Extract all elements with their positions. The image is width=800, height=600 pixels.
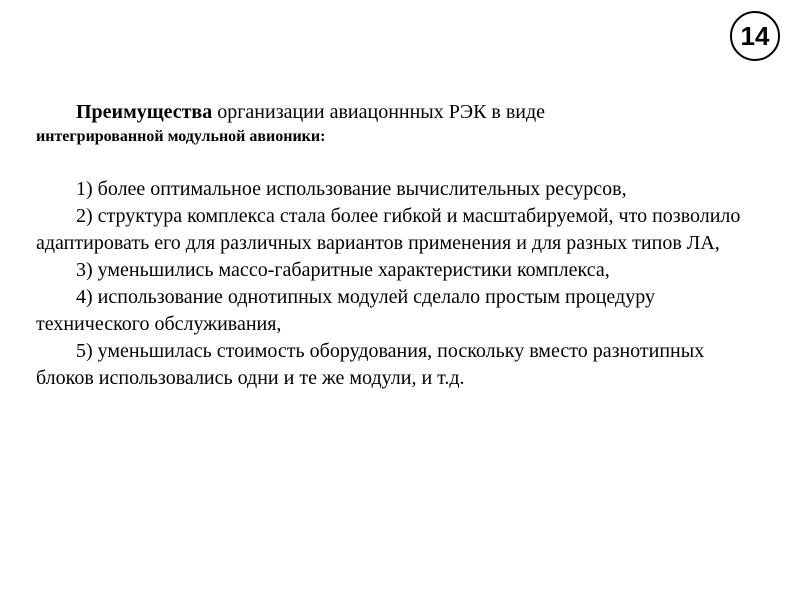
heading-bold-text: Преимущества [76, 101, 213, 123]
list-item: 3) уменьшились массо-габаритные характеристики комплекса, [76, 259, 610, 281]
list-item: 4) использование однотипных модулей сделало простым процедуру технического обслуживания, [36, 286, 655, 335]
advantages-list [36, 176, 756, 392]
list-item: 5) уменьшилась стоимость оборудования, поскольку вместо разнотипных блоков использовались одни и те же модули, и т.д. [36, 340, 705, 389]
list-item: 2) структура комплекса стала более гибкой и масштабируемой, что позволило адаптировать его для различных вариантов применения и для разных типов ЛА, [36, 205, 741, 254]
slide-content [36, 98, 756, 392]
slide-number-badge [730, 11, 780, 61]
slide-number: 14 [740, 21, 770, 51]
heading-line-2: интегрированной модульной авионики: [36, 128, 326, 145]
heading-line-1 [36, 98, 756, 126]
heading-regular-text: организации авиацоннных РЭК в виде [212, 101, 546, 123]
list-item: 1) более оптимальное использование вычислительных ресурсов, [76, 178, 627, 200]
